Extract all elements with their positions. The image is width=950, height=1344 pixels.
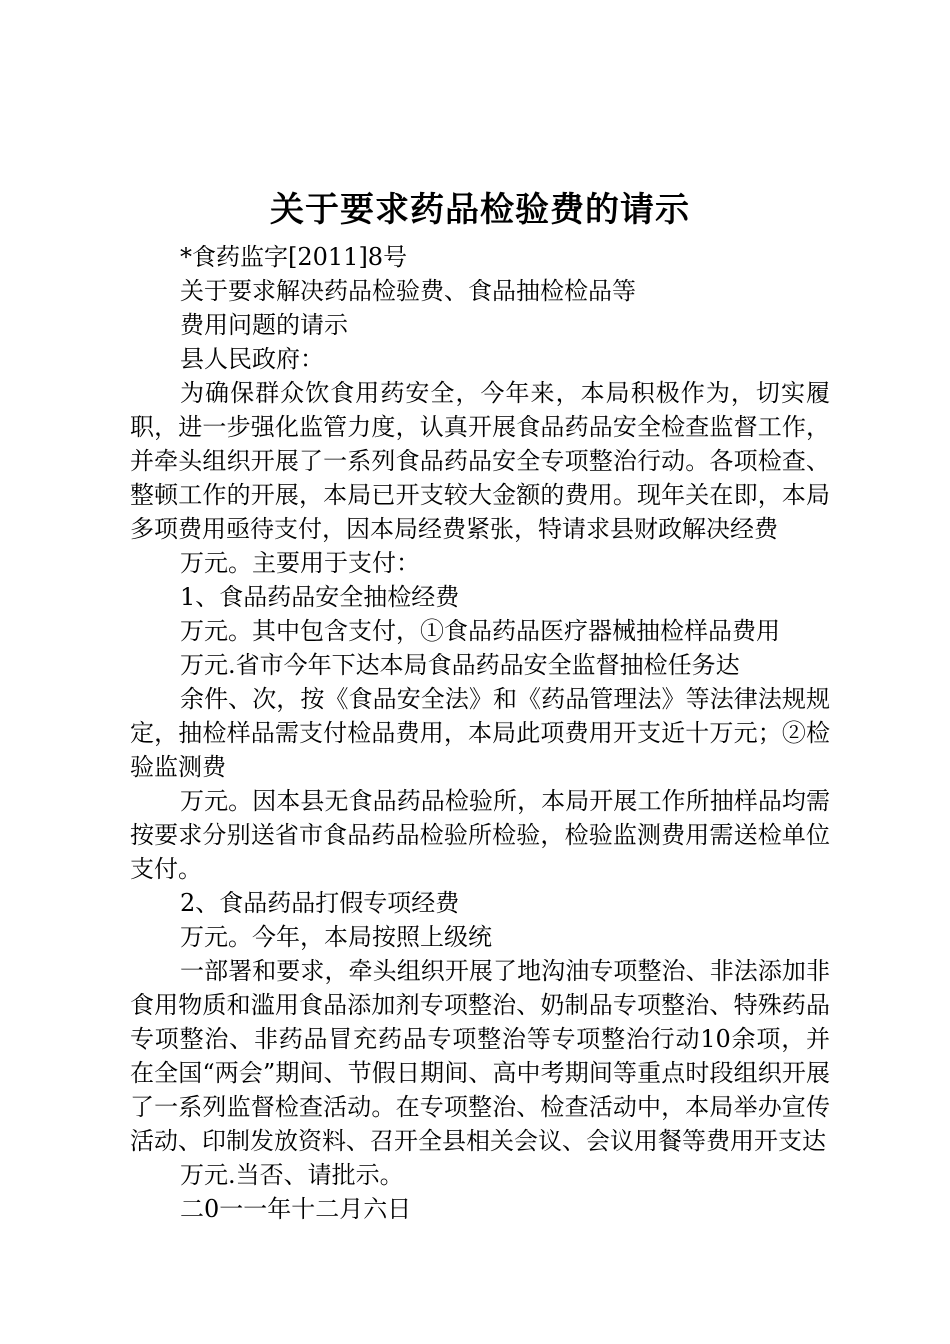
- body-paragraph: 万元。今年，本局按照上级统: [180, 923, 492, 951]
- body-paragraph: 为确保群众饮食用药安全，今年来，本局积极作为，切实履职，进一步强化监管力度，认真开展食品药品安全检查监督工作，并牵头组织开展了一系列食品药品安全专项整治行动。各项检查、整顿工作的开展，本局已开支较大金额的费用。现年关在即，本局多项费用亟待支付，因本局经费紧张，特请求县财政解决经费: [130, 379, 830, 543]
- closing-line: 万元.当否、请批示。: [180, 1161, 404, 1189]
- section-heading: 1、食品药品安全抽检经费: [180, 583, 460, 611]
- document-page: [130, 180, 830, 1226]
- document-date: 二0一一年十二月六日: [180, 1195, 412, 1223]
- document-number: *食药监字[2011]8号: [180, 243, 408, 271]
- subject-line-1: 关于要求解决药品检验费、食品抽检检品等: [180, 277, 636, 305]
- body-paragraph: 万元。主要用于支付：: [180, 549, 420, 577]
- section-heading: 2、食品药品打假专项经费: [180, 889, 460, 917]
- body-paragraph: 万元。其中包含支付，①食品药品医疗器械抽检样品费用: [180, 617, 780, 645]
- body-paragraph: 余件、次，按《食品安全法》和《药品管理法》等法律法规规定，抽检样品需支付检品费用，本局此项费用开支近十万元；②检验监测费: [130, 685, 830, 781]
- body-paragraph: 一部署和要求，牵头组织开展了地沟油专项整治、非法添加非食用物质和滥用食品添加剂专项整治、奶制品专项整治、特殊药品专项整治、非药品冒充药品专项整治等专项整治行动10余项，并在全国“两会”期间、节假日期间、高中考期间等重点时段组织开展了一系列监督检查活动。在专项整治、检查活动中，本局举办宣传活动、印制发放资料、召开全县相关会议、会议用餐等费用开支达: [130, 957, 830, 1155]
- body-paragraph: 万元。因本县无食品药品检验所，本局开展工作所抽样品均需按要求分别送省市食品药品检验所检验，检验监测费用需送检单位支付。: [130, 787, 830, 883]
- body-paragraph: 万元.省市今年下达本局食品药品安全监督抽检任务达: [180, 651, 740, 679]
- salutation: 县人民政府：: [180, 345, 324, 373]
- document-title: 关于要求药品检验费的请示: [270, 190, 690, 230]
- subject-line-2: 费用问题的请示: [180, 311, 348, 339]
